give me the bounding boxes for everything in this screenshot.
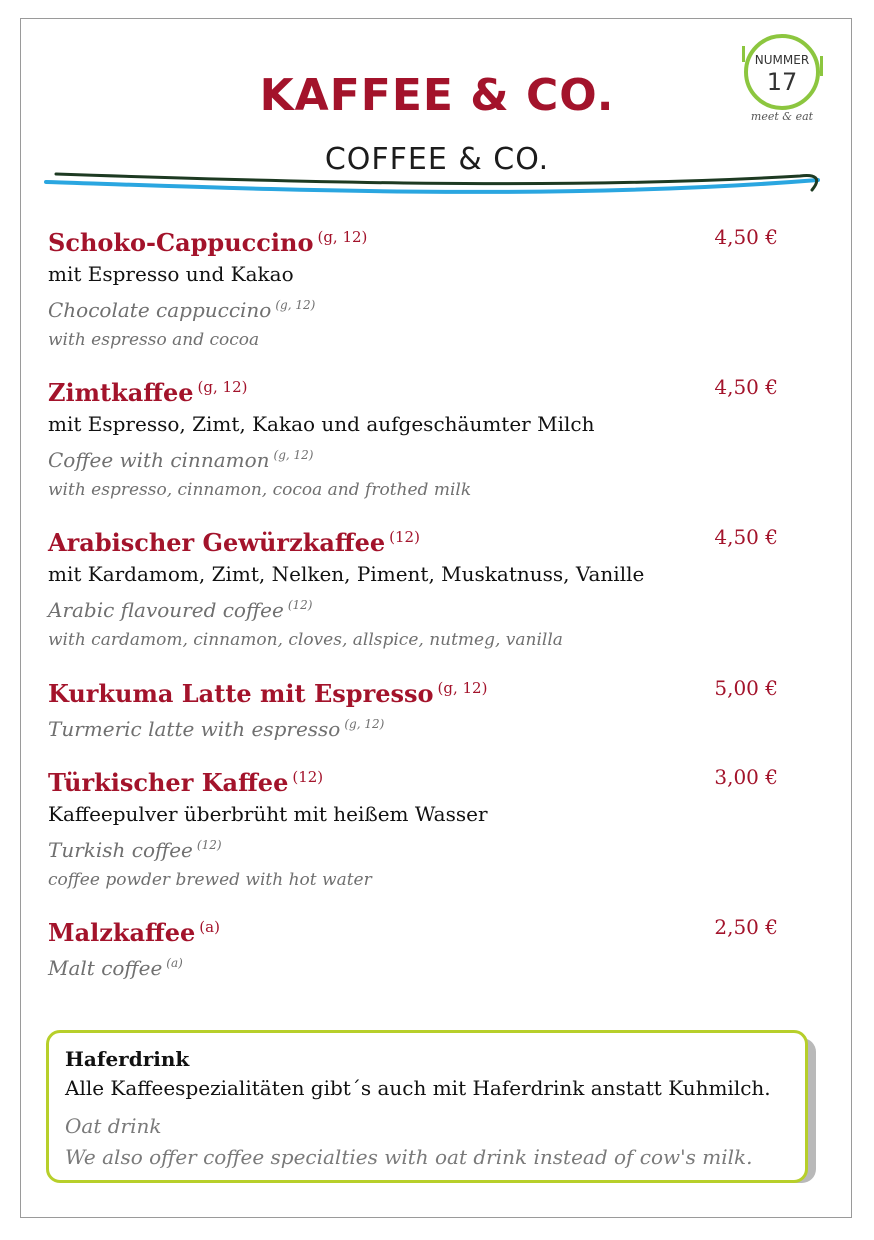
menu-item xyxy=(48,762,788,895)
item-description-en: with espresso and cocoa xyxy=(48,330,260,350)
menu-item xyxy=(48,673,788,744)
item-name: Arabischer Gewürzkaffee $^{(12)}$ xyxy=(48,528,420,557)
item-name: Malzkaffee $^{(a)}$ xyxy=(48,918,220,947)
item-description-de: mit Kardamom, Zimt, Nelken, Piment, Muskatnuss, Vanille xyxy=(48,562,645,586)
item-price: 4,50 € xyxy=(714,525,778,549)
item-name-en: Coffee with cinnamon $^{(g, 12)}$ xyxy=(48,448,314,472)
note-text-en: We also offer coffee specialties with oat drink instead of cow's milk. xyxy=(65,1145,753,1169)
nummer17-logo xyxy=(736,30,830,122)
note-title: Haferdrink xyxy=(65,1047,190,1071)
item-price: 4,50 € xyxy=(714,375,778,399)
item-description-de: Kaffeepulver überbrüht mit heißem Wasser xyxy=(48,802,488,826)
swoosh-divider-icon xyxy=(40,160,830,210)
item-name-en: Turmeric latte with espresso $^{(g, 12)}$ xyxy=(48,717,385,741)
item-name: Schoko-Cappuccino $^{(g, 12)}$ xyxy=(48,228,368,257)
item-description-en: with cardamom, cinnamon, cloves, allspice, nutmeg, vanilla xyxy=(48,630,563,650)
logo-line2: 17 xyxy=(766,68,798,96)
page-title: KAFFEE & CO. xyxy=(259,70,615,121)
note-text: Alle Kaffeespezialitäten gibt´s auch mit Haferdrink anstatt Kuhmilch. xyxy=(65,1076,771,1100)
menu-item xyxy=(48,912,788,983)
item-description-de: mit Espresso, Zimt, Kakao und aufgeschäumter Milch xyxy=(48,412,595,436)
item-price: 4,50 € xyxy=(714,225,778,249)
item-price: 2,50 € xyxy=(714,915,778,939)
note-title-en: Oat drink xyxy=(65,1114,162,1138)
item-name: Türkischer Kaffee $^{(12)}$ xyxy=(48,768,324,797)
oat-drink-note xyxy=(46,1030,808,1183)
item-description-en: coffee powder brewed with hot water xyxy=(48,870,372,890)
item-name-en: Arabic flavoured coffee $^{(12)}$ xyxy=(48,598,313,622)
item-name: Kurkuma Latte mit Espresso $^{(g, 12)}$ xyxy=(48,679,488,708)
menu-item xyxy=(48,222,788,355)
item-name-en: Malt coffee $^{(a)}$ xyxy=(48,956,183,980)
logo-line1: NUMMER xyxy=(754,53,810,67)
item-name-en: Chocolate cappuccino $^{(g, 12)}$ xyxy=(48,298,316,322)
menu-item xyxy=(48,372,788,505)
item-description-de: mit Espresso und Kakao xyxy=(48,262,294,286)
logo-tagline: meet & eat xyxy=(750,110,814,122)
page-subtitle: COFFEE & CO. xyxy=(324,142,550,177)
item-description-en: with espresso, cinnamon, cocoa and frothed milk xyxy=(48,480,472,500)
item-price: 3,00 € xyxy=(714,765,778,789)
menu-item xyxy=(48,522,788,655)
item-name-en: Turkish coffee $^{(12)}$ xyxy=(48,838,222,862)
item-price: 5,00 € xyxy=(714,676,778,700)
item-name: Zimtkaffee $^{(g, 12)}$ xyxy=(48,378,248,407)
